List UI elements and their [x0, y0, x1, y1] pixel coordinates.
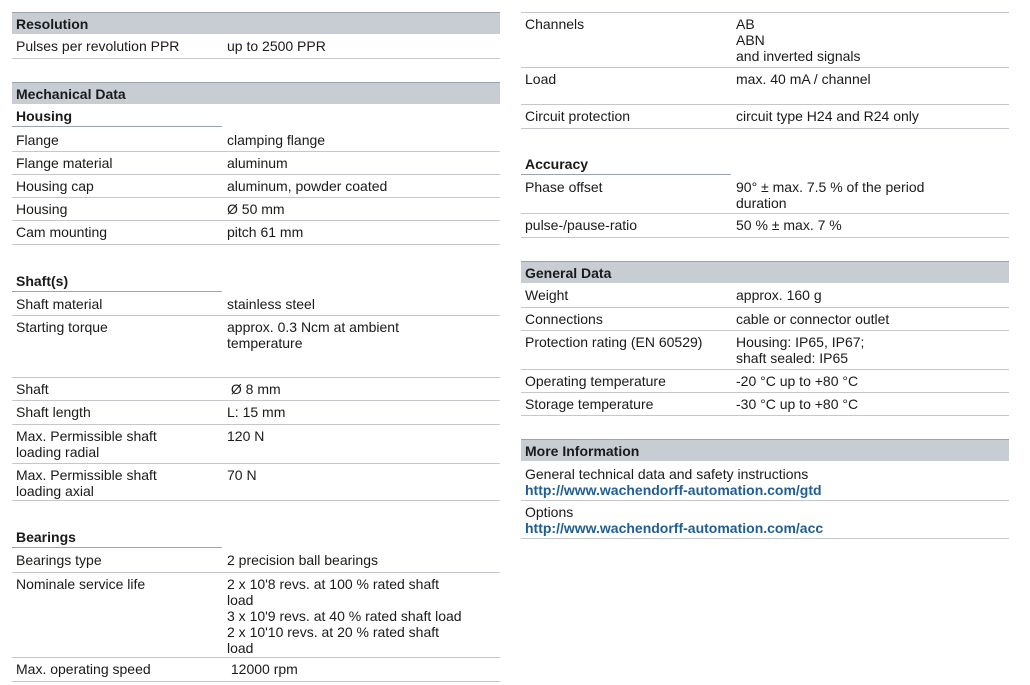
spec-key: Phase offset	[525, 179, 603, 195]
spec-row	[12, 573, 500, 658]
spec-value: approx. 160 g	[736, 287, 822, 303]
subsection-header-accuracy: Accuracy	[521, 153, 731, 175]
spec-value: 90° ± max. 7.5 % of the period duration	[736, 179, 925, 211]
spec-row	[521, 308, 1009, 331]
spec-value: Ø 8 mm	[227, 381, 281, 397]
section-header-general: General Data	[521, 261, 1009, 283]
spec-key: Flange material	[16, 155, 113, 171]
spec-value: 50 % ± max. 7 %	[736, 217, 842, 233]
spec-row	[521, 105, 1009, 129]
section-header-more-info: More Information	[521, 439, 1009, 461]
acc-label: Options	[525, 504, 574, 520]
spec-key: Flange	[16, 132, 59, 148]
spec-row	[12, 221, 500, 245]
spec-key: Max. Permissible shaft loading axial	[16, 467, 157, 499]
spec-value: clamping flange	[227, 132, 326, 148]
spec-row	[12, 401, 500, 425]
spec-key: Circuit protection	[525, 108, 631, 124]
spec-value: pitch 61 mm	[227, 224, 304, 240]
spec-value: Ø 50 mm	[227, 201, 285, 217]
spec-row	[521, 284, 1009, 308]
spec-row	[12, 378, 500, 401]
spec-row	[521, 370, 1009, 393]
spec-key: Shaft length	[16, 404, 91, 420]
spec-value: -20 °C up to +80 °C	[736, 373, 859, 389]
divider	[521, 500, 1009, 501]
spec-value: AB ABN and inverted signals	[736, 16, 861, 64]
section-header-mechanical: Mechanical Data	[12, 82, 500, 104]
spec-value: 120 N	[227, 428, 265, 444]
spec-key: Bearings type	[16, 552, 102, 568]
subsection-header-shafts: Shaft(s)	[12, 270, 222, 292]
spec-row	[521, 393, 1009, 416]
spec-value: aluminum	[227, 155, 288, 171]
spec-key: Max. operating speed	[16, 661, 151, 677]
spec-key: Weight	[525, 287, 569, 303]
spec-key: pulse-/pause-ratio	[525, 217, 638, 233]
spec-key: Channels	[525, 16, 585, 32]
gtd-link[interactable]: http://www.wachendorff-automation.com/gtd	[525, 482, 822, 498]
spec-row	[521, 176, 1009, 214]
spec-row	[12, 198, 500, 221]
spec-row	[12, 129, 500, 152]
spec-row	[521, 68, 1009, 105]
spec-row	[12, 35, 500, 59]
spec-value: 2 x 10'8 revs. at 100 % rated shaft load 3 x 10'9 revs. at 40 % rated shaft load 2 x 10'10 revs. at 20 % rated shaft load	[227, 576, 462, 656]
spec-row	[12, 658, 500, 682]
spec-key: Protection rating (EN 60529)	[525, 334, 703, 350]
spec-row	[521, 331, 1009, 370]
section-header-resolution: Resolution	[12, 12, 500, 34]
spec-key: Shaft	[16, 381, 49, 397]
spec-value: Housing: IP65, IP67; shaft sealed: IP65	[736, 334, 865, 366]
spec-value: cable or connector outlet	[736, 311, 890, 327]
spec-value: approx. 0.3 Ncm at ambient temperature	[227, 319, 399, 351]
spec-key: Shaft material	[16, 296, 103, 312]
spec-value: 12000 rpm	[227, 661, 298, 677]
spec-value: L: 15 mm	[227, 404, 286, 420]
spec-key: Pulses per revolution PPR	[16, 38, 180, 54]
spec-row	[12, 152, 500, 175]
spec-value: aluminum, powder coated	[227, 178, 388, 194]
spec-row	[12, 425, 500, 464]
spec-key: Storage temperature	[525, 396, 654, 412]
spec-key: Housing cap	[16, 178, 94, 194]
subsection-header-housing: Housing	[12, 105, 222, 127]
spec-row	[12, 464, 500, 501]
spec-value: -30 °C up to +80 °C	[736, 396, 859, 412]
spec-key: Max. Permissible shaft loading radial	[16, 428, 157, 460]
spec-key: Starting torque	[16, 319, 108, 335]
spec-key: Connections	[525, 311, 603, 327]
spec-row	[12, 293, 500, 316]
spec-key: Cam mounting	[16, 224, 108, 240]
acc-link[interactable]: http://www.wachendorff-automation.com/acc	[525, 520, 824, 536]
spec-value: 70 N	[227, 467, 257, 483]
spec-value: circuit type H24 and R24 only	[736, 108, 919, 124]
spec-row	[12, 316, 500, 378]
spec-key: Nominale service life	[16, 576, 146, 592]
spec-value: 2 precision ball bearings	[227, 552, 378, 568]
gtd-label: General technical data and safety instructions	[525, 466, 809, 482]
spec-row	[12, 549, 500, 573]
spec-row	[521, 214, 1009, 238]
spec-value: max. 40 mA / channel	[736, 71, 871, 87]
divider	[521, 538, 1009, 539]
subsection-header-bearings: Bearings	[12, 526, 222, 548]
spec-key: Operating temperature	[525, 373, 666, 389]
spec-value: up to 2500 PPR	[227, 38, 326, 54]
spec-row	[521, 12, 1009, 68]
spec-key: Housing	[16, 201, 68, 217]
spec-row	[12, 175, 500, 198]
spec-value: stainless steel	[227, 296, 315, 312]
spec-key: Load	[525, 71, 557, 87]
